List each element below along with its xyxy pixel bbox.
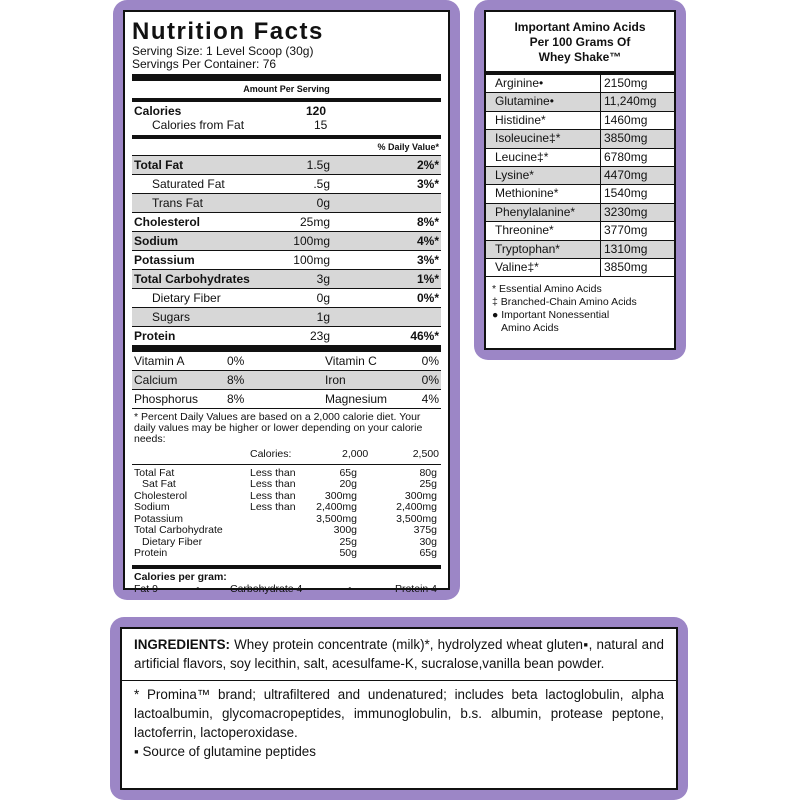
amino-acid-name: Tryptophan* bbox=[495, 241, 560, 256]
amino-acid-row bbox=[486, 111, 674, 129]
calories-per-gram-title: Calories per gram: bbox=[134, 570, 227, 583]
daily-value-qual: Less than bbox=[250, 489, 296, 502]
nutrient-row bbox=[132, 250, 441, 269]
nutrient-amount: 100mg bbox=[293, 253, 330, 267]
vitamin-r-name: Vitamin C bbox=[325, 354, 377, 368]
nutrient-amount: 25mg bbox=[299, 215, 330, 229]
vitamin-r-val: 4% bbox=[421, 392, 439, 406]
vitamin-r-val: 0% bbox=[421, 373, 439, 387]
amino-acid-name: Glutamine• bbox=[495, 94, 554, 109]
nutrient-row bbox=[132, 212, 441, 231]
promina-footnote: * Promina™ brand; ultrafiltered and undenatured; includes beta lactoglobulin, alpha lactoalbumin, glycomacropeptides, immunoglobulin, b.s. albumin, protease peptone, lactoferrin, lactoperoxidase. bbox=[134, 687, 664, 740]
daily-value-c2: 3,500mg bbox=[396, 512, 437, 525]
cpg-carbohydrate: Carbohydrate 4 bbox=[230, 582, 303, 595]
nutrient-daily-value: 4%* bbox=[416, 234, 439, 248]
amino-title-line: Per 100 Grams Of bbox=[529, 35, 631, 49]
daily-value-c2: 80g bbox=[419, 466, 437, 479]
daily-value-c2: 300mg bbox=[404, 489, 437, 502]
daily-value-row bbox=[134, 525, 439, 537]
amino-acid-row bbox=[486, 166, 674, 184]
cpg-protein: Protein 4 bbox=[394, 582, 437, 595]
amino-acid-row bbox=[486, 129, 674, 147]
amino-acid-row bbox=[486, 258, 674, 276]
ingredients-box bbox=[120, 627, 678, 790]
daily-value-label: Total Fat bbox=[134, 466, 175, 479]
nutrient-label: Saturated Fat bbox=[152, 177, 225, 191]
daily-value-c1: 25g bbox=[339, 535, 357, 548]
amino-acid-name: Valine‡* bbox=[495, 259, 539, 274]
vitamin-r-name: Magnesium bbox=[325, 392, 388, 406]
amino-acid-name: Arginine• bbox=[495, 76, 544, 90]
daily-value-c1: 2,400mg bbox=[316, 501, 357, 513]
nutrient-amount: 23g bbox=[309, 329, 330, 343]
amino-acid-row bbox=[486, 221, 674, 239]
daily-value-label: Sodium bbox=[134, 501, 170, 513]
amino-acid-row bbox=[486, 240, 674, 258]
amino-legend bbox=[486, 277, 674, 335]
vitamin-row bbox=[132, 352, 441, 370]
nutrient-daily-value: 46%* bbox=[410, 329, 439, 343]
vitamin-table bbox=[132, 352, 441, 408]
amino-acid-value: 1310mg bbox=[600, 241, 674, 258]
nutrient-row bbox=[132, 307, 441, 326]
calories-per-gram bbox=[132, 569, 441, 596]
daily-value-row bbox=[134, 479, 439, 491]
vitamin-r-val: 0% bbox=[421, 354, 439, 368]
amino-legend-line: ‡ Branched-Chain Amino Acids bbox=[492, 296, 637, 309]
calories-label: Calories bbox=[134, 104, 182, 118]
calories-fat-value: 15 bbox=[314, 118, 328, 132]
serving-size: Serving Size: 1 Level Scoop (30g) bbox=[132, 44, 314, 58]
daily-value-label: Protein bbox=[134, 547, 168, 559]
amino-acid-value: 3850mg bbox=[600, 259, 674, 276]
vitamin-l-val: 8% bbox=[227, 392, 245, 406]
amino-acids-box bbox=[484, 10, 676, 350]
nutrient-row bbox=[132, 174, 441, 193]
nutrient-amount: 1g bbox=[316, 310, 330, 324]
daily-value-c1: 65g bbox=[339, 466, 357, 479]
glutamine-footnote: ▪ Source of glutamine peptides bbox=[134, 744, 316, 759]
vitamin-l-name: Calcium bbox=[134, 373, 178, 387]
nutrient-amount: 0g bbox=[316, 196, 330, 210]
nutrient-row bbox=[132, 155, 441, 174]
amino-acid-value: 2150mg bbox=[600, 75, 674, 92]
nutrient-row bbox=[132, 231, 441, 250]
calories-per-gram-values bbox=[134, 583, 439, 596]
daily-value-row bbox=[134, 502, 439, 514]
nutrient-row bbox=[132, 193, 441, 212]
nutrient-label: Cholesterol bbox=[134, 215, 201, 229]
ingredients-label: INGREDIENTS: bbox=[134, 637, 230, 652]
vitamin-l-name: Phosphorus bbox=[134, 392, 199, 406]
amino-acid-row bbox=[486, 75, 674, 92]
nutrient-daily-value: 2%* bbox=[416, 158, 439, 172]
daily-value-c2: 30g bbox=[419, 535, 437, 548]
amino-title-line: Important Amino Acids bbox=[514, 20, 646, 34]
amino-acid-value: 4470mg bbox=[600, 167, 674, 184]
amino-acid-name: Methionine* bbox=[495, 186, 559, 201]
daily-value-c2: 25g bbox=[419, 478, 437, 490]
percent-daily-footnote: * Percent Daily Values are based on a 2,000 calorie diet. Your daily values may be higher or lower depending on your calorie needs: bbox=[134, 411, 423, 445]
cpg-bullet-2: • bbox=[348, 582, 352, 595]
diet-header-row bbox=[132, 448, 441, 460]
amino-acid-value: 3850mg bbox=[600, 130, 674, 147]
nutrient-table bbox=[132, 155, 441, 345]
nutrient-row bbox=[132, 269, 441, 288]
amino-acid-value: 3230mg bbox=[600, 204, 674, 221]
nutrition-title: Nutrition Facts bbox=[132, 18, 324, 45]
diet-calories-label: Calories: bbox=[250, 448, 292, 460]
amino-title-line: Whey Shake™ bbox=[538, 50, 622, 64]
daily-value-label: Dietary Fiber bbox=[142, 535, 203, 548]
nutrition-facts-label bbox=[123, 10, 450, 595]
nutrient-daily-value: 3%* bbox=[416, 177, 439, 191]
amino-legend-line: ● Important Nonessential bbox=[492, 309, 610, 322]
nutrient-label: Sugars bbox=[152, 310, 191, 324]
daily-value-row bbox=[134, 548, 439, 560]
nutrient-label: Protein bbox=[134, 329, 176, 343]
vitamin-l-val: 0% bbox=[227, 354, 245, 368]
nutrient-label: Dietary Fiber bbox=[152, 291, 221, 305]
amino-acid-name: Isoleucine‡* bbox=[495, 131, 561, 146]
daily-value-label: Cholesterol bbox=[134, 489, 188, 502]
daily-value-c2: 375g bbox=[413, 524, 437, 536]
amino-acid-row bbox=[486, 148, 674, 166]
nutrition-facts-panel bbox=[113, 0, 460, 600]
amino-acid-name: Phenylalanine* bbox=[495, 204, 576, 219]
daily-value-label: Potassium bbox=[134, 512, 184, 525]
nutrient-daily-value: 8%* bbox=[416, 215, 439, 229]
amino-acid-name: Leucine‡* bbox=[495, 149, 549, 164]
ingredients-panel bbox=[110, 617, 688, 800]
nutrient-amount: 3g bbox=[316, 272, 330, 286]
calories-fat-label: Calories from Fat bbox=[152, 118, 245, 132]
nutrient-daily-value: 0%* bbox=[416, 291, 439, 305]
vitamin-row bbox=[132, 389, 441, 408]
daily-value-c1: 50g bbox=[339, 547, 357, 559]
daily-value-row bbox=[134, 537, 439, 549]
servings-per-container: Servings Per Container: 76 bbox=[132, 57, 277, 71]
amount-per-serving: Amount Per Serving bbox=[243, 84, 330, 94]
nutrient-label: Total Carbohydrates bbox=[134, 272, 250, 286]
amino-acid-row bbox=[486, 184, 674, 202]
nutrient-amount: 100mg bbox=[293, 234, 330, 248]
cpg-fat: Fat 9 bbox=[134, 582, 158, 595]
daily-values-table bbox=[132, 465, 441, 560]
nutrient-daily-value: 3%* bbox=[416, 253, 439, 267]
vitamin-r-name: Iron bbox=[325, 373, 346, 387]
nutrient-label: Trans Fat bbox=[152, 196, 203, 210]
amino-acid-value: 6780mg bbox=[600, 149, 674, 166]
nutrient-amount: 0g bbox=[316, 291, 330, 305]
ingredients-statement bbox=[122, 629, 676, 673]
mid-divider bbox=[132, 98, 441, 102]
cpg-bullet-1: • bbox=[196, 582, 200, 595]
amino-legend-line: Amino Acids bbox=[501, 322, 559, 335]
ingredients-list: Whey protein concentrate (milk)*, hydrolyzed wheat gluten▪, natural and artificial flavors, soy lecithin, salt, acesulfame-K, sucralose,vanilla bean powder. bbox=[134, 637, 664, 671]
daily-value-c1: 3,500mg bbox=[316, 512, 357, 525]
daily-value-c2: 65g bbox=[419, 547, 437, 559]
nutrient-row bbox=[132, 288, 441, 307]
amino-acid-row bbox=[486, 92, 674, 110]
amino-acid-value: 1540mg bbox=[600, 185, 674, 202]
amino-acid-value: 11,240mg bbox=[600, 93, 674, 110]
nutrient-row bbox=[132, 326, 441, 345]
amino-acid-value: 1460mg bbox=[600, 112, 674, 129]
amino-legend-line: * Essential Amino Acids bbox=[492, 283, 602, 296]
amino-acid-name: Lysine* bbox=[495, 167, 534, 182]
nutrient-label: Sodium bbox=[134, 234, 178, 248]
vitamin-row bbox=[132, 370, 441, 389]
daily-value-qual: Less than bbox=[250, 501, 296, 513]
diet-col-2500: 2,500 bbox=[412, 448, 439, 460]
daily-value-c2: 2,400mg bbox=[396, 501, 437, 513]
daily-value-c1: 300g bbox=[333, 524, 357, 536]
nutrient-label: Potassium bbox=[134, 253, 195, 267]
daily-value-header: % Daily Value* bbox=[377, 142, 439, 152]
thick-divider bbox=[132, 345, 441, 352]
nutrient-label: Total Fat bbox=[134, 158, 184, 172]
amino-acid-name: Threonine* bbox=[495, 223, 554, 238]
calories-row bbox=[132, 104, 441, 118]
nutrient-amount: 1.5g bbox=[306, 158, 330, 172]
amino-acid-table bbox=[486, 75, 674, 276]
daily-value-qual: Less than bbox=[250, 478, 296, 490]
nutrient-amount: .5g bbox=[313, 177, 330, 191]
amino-acids-title bbox=[486, 12, 674, 71]
daily-value-c1: 300mg bbox=[324, 489, 357, 502]
daily-value-qual: Less than bbox=[250, 466, 296, 479]
amino-acids-panel bbox=[474, 0, 686, 360]
calories-fat-row bbox=[132, 118, 441, 132]
thick-divider bbox=[132, 74, 441, 81]
amino-acid-value: 3770mg bbox=[600, 222, 674, 239]
amino-acid-row bbox=[486, 203, 674, 221]
vitamin-l-val: 8% bbox=[227, 373, 245, 387]
diet-col-2000: 2,000 bbox=[342, 448, 369, 460]
calories-value: 120 bbox=[306, 104, 327, 118]
daily-value-label: Sat Fat bbox=[142, 478, 176, 490]
nutrient-daily-value: 1%* bbox=[416, 272, 439, 286]
daily-value-c1: 20g bbox=[339, 478, 357, 490]
amino-acid-name: Histidine* bbox=[495, 112, 546, 127]
daily-value-label: Total Carbohydrate bbox=[134, 524, 223, 536]
vitamin-l-name: Vitamin A bbox=[134, 354, 185, 368]
